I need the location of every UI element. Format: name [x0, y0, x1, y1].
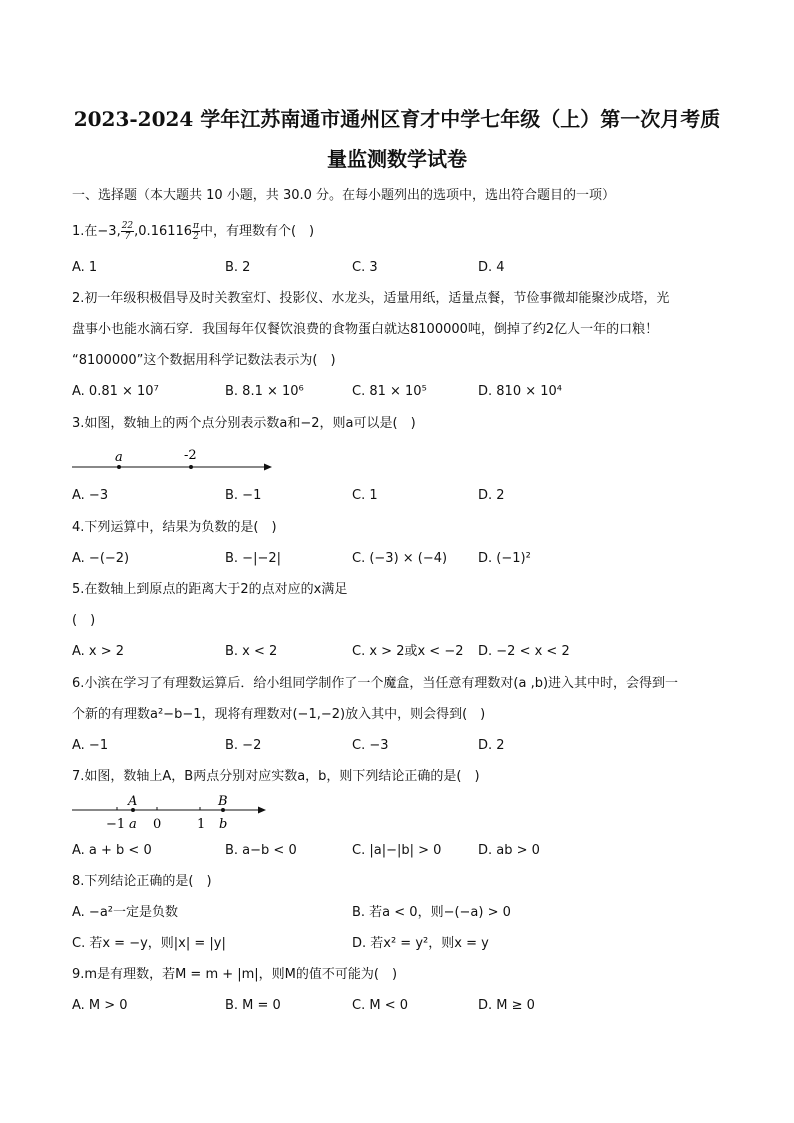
q1-option-d: D. 4 [478, 260, 505, 275]
q5-option-c: C. x > 2或x < −2 [352, 644, 464, 659]
label-1: 1 [197, 817, 206, 832]
label-b: b [219, 817, 228, 832]
question-3: 3.如图，数轴上的两个点分别表示数a和−2，则a可以是( ) [72, 416, 416, 431]
point-a [117, 465, 121, 469]
section-heading: 一、选择题（本大题共 10 小题，共 30.0 分。在每小题列出的选项中，选出符合题目的一项） [72, 188, 616, 203]
question-9: 9.m是有理数，若M = m + |m|，则M的值不可能为( ) [72, 967, 398, 982]
question-6-line-1: 6.小滨在学习了有理数运算后．给小组同学制作了一个魔盒，当任意有理数对(a ,b)进入其中时，会得到一 [72, 676, 679, 691]
q7-option-c: C. |a|−|b| > 0 [352, 843, 442, 858]
q8-option-d: D. 若x² = y²，则x = y [352, 936, 489, 951]
q2-option-c: C. 81 × 10⁵ [352, 384, 427, 399]
q5-option-b: B. x < 2 [225, 644, 278, 659]
q6-option-c: C. −3 [352, 738, 389, 753]
fraction-22-7 [121, 221, 134, 242]
q1-option-c: C. 3 [352, 260, 378, 275]
q5-option-d: D. −2 < x < 2 [478, 644, 570, 659]
q1-option-b: B. 2 [225, 260, 251, 275]
question-8: 8.下列结论正确的是( ) [72, 874, 212, 889]
label-A: A [128, 794, 138, 809]
number-line-q3 [70, 444, 280, 476]
frac-denominator: 2 [193, 232, 199, 242]
label-0: 0 [153, 817, 162, 832]
label-B: B [218, 794, 228, 809]
q1-option-a: A. 1 [72, 260, 98, 275]
q2-option-a: A. 0.81 × 10⁷ [72, 384, 159, 399]
label-a: a [115, 450, 123, 465]
frac-numerator: 22 [121, 221, 134, 231]
question-2-line-1: 2.初一年级积极倡导及时关教室灯、投影仪、水龙头，适量用纸，适量点餐，节俭事微却能聚沙成塔，光 [72, 291, 670, 306]
question-2-line-3: “8100000”这个数据用科学记数法表示为( ) [72, 353, 336, 368]
q3-option-c: C. 1 [352, 488, 378, 503]
axis-arrow [264, 464, 272, 471]
q3-option-a: A. −3 [72, 488, 109, 503]
q6-option-a: A. −1 [72, 738, 109, 753]
question-4: 4.下列运算中，结果为负数的是( ) [72, 520, 277, 535]
q6-option-b: B. −2 [225, 738, 262, 753]
frac-numerator: π [193, 221, 199, 231]
q6-option-d: D. 2 [478, 738, 505, 753]
point-neg-2 [189, 465, 193, 469]
number-line-q7 [70, 791, 280, 833]
q4-option-b: B. −|−2| [225, 551, 281, 566]
q4-option-c: C. (−3) × (−4) [352, 551, 448, 566]
question-2-line-2: 盘事小也能水滴石穿．我国每年仅餐饮浪费的食物蛋白就达8100000吨，倒掉了约2亿人一年的口粮！ [72, 322, 659, 337]
question-1 [72, 221, 314, 242]
q7-option-a: A. a + b < 0 [72, 843, 152, 858]
q3-option-b: B. −1 [225, 488, 262, 503]
q7-option-d: D. ab > 0 [478, 843, 540, 858]
q8-option-a: A. −a²一定是负数 [72, 905, 178, 920]
q1-text-mid: ,0.16116 [134, 224, 193, 239]
question-6-line-2: 个新的有理数a²−b−1，现将有理数对(−1,−2)放入其中，则会得到( ) [72, 707, 486, 722]
q9-option-d: D. M ≥ 0 [478, 998, 535, 1013]
q3-option-d: D. 2 [478, 488, 505, 503]
q1-text-pre: 1.在−3, [72, 224, 121, 239]
q4-option-d: D. (−1)² [478, 551, 531, 566]
q1-text-post: 中，有理数有个( ) [199, 224, 315, 239]
q2-option-d: D. 810 × 10⁴ [478, 384, 562, 399]
q8-option-b: B. 若a < 0，则−(−a) > 0 [352, 905, 511, 920]
q9-option-c: C. M < 0 [352, 998, 408, 1013]
label-neg-1: −1 [106, 817, 126, 832]
frac-denominator: 7 [124, 232, 131, 242]
q4-option-a: A. −(−2) [72, 551, 130, 566]
q8-option-c: C. 若x = −y，则|x| = |y| [72, 936, 226, 951]
q5-option-a: A. x > 2 [72, 644, 125, 659]
exam-title-line-1: 2023-2024 学年江苏南通市通州区育才中学七年级（上）第一次月考质 [73, 107, 721, 131]
axis-arrow [258, 807, 266, 814]
q2-option-b: B. 8.1 × 10⁶ [225, 384, 304, 399]
question-5-line-2: ( ) [72, 613, 96, 628]
q9-option-b: B. M = 0 [225, 998, 281, 1013]
exam-title-line-2: 量监测数学试卷 [327, 147, 467, 171]
question-5-line-1: 5.在数轴上到原点的距离大于2的点对应的x满足 [72, 582, 348, 597]
label-a: a [129, 817, 137, 832]
label-neg-2: -2 [184, 448, 197, 463]
fraction-pi-2 [192, 221, 200, 242]
question-7: 7.如图，数轴上A，B两点分别对应实数a，b，则下列结论正确的是( ) [72, 769, 480, 784]
q7-option-b: B. a−b < 0 [225, 843, 297, 858]
q9-option-a: A. M > 0 [72, 998, 128, 1013]
